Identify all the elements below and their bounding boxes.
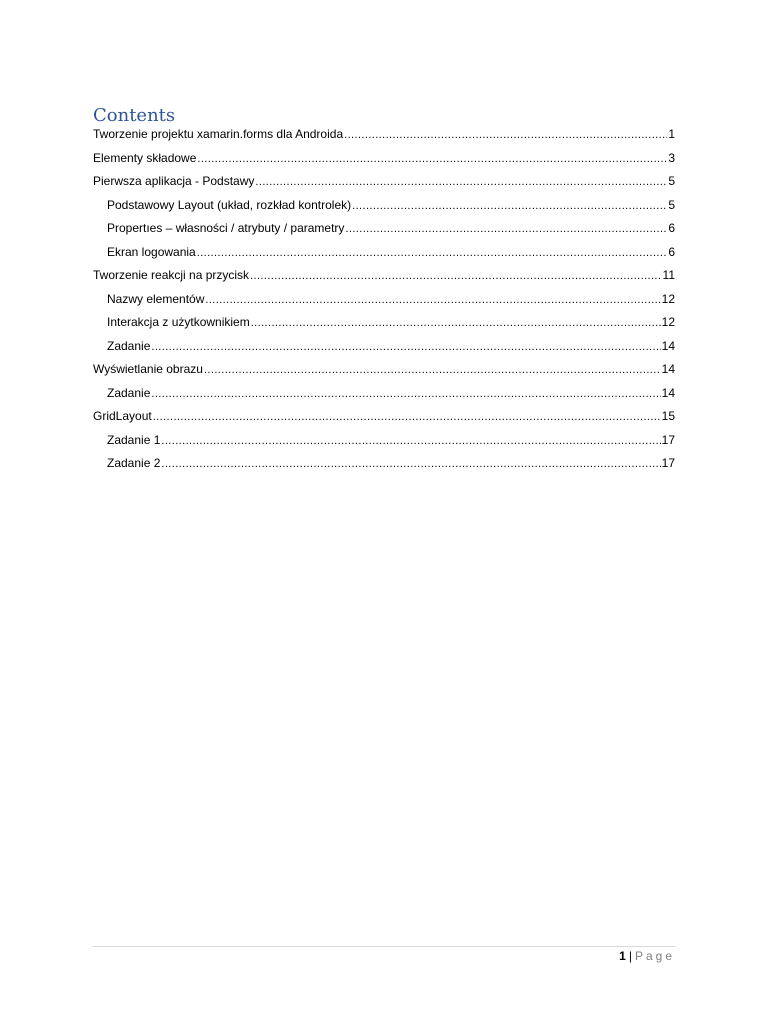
footer-page-word: Page xyxy=(634,949,675,963)
toc-entry-label: Podstawowy Layout (układ, rozkład kontrolek) xyxy=(107,197,352,212)
toc-entry[interactable] xyxy=(93,244,675,268)
footer-separator: | xyxy=(628,949,632,963)
toc-entry[interactable] xyxy=(93,267,675,291)
toc-entry[interactable] xyxy=(93,126,675,150)
toc-dot-leader xyxy=(204,361,661,373)
toc-dot-leader xyxy=(251,314,661,326)
toc-entry-label: GridLayout xyxy=(93,409,152,423)
toc-dot-leader xyxy=(250,267,661,279)
toc-entry-page: 1 xyxy=(668,127,675,141)
toc-entry-page: 6 xyxy=(668,221,675,235)
toc-entry[interactable] xyxy=(93,385,675,409)
toc-dot-leader xyxy=(344,126,667,138)
toc-dot-leader xyxy=(205,291,660,303)
toc-dot-leader xyxy=(197,244,668,256)
toc-entry[interactable] xyxy=(93,314,675,338)
table-of-contents xyxy=(93,126,675,479)
toc-entry-label: Wyświetlanie obrazu xyxy=(93,362,203,376)
toc-entry[interactable] xyxy=(93,408,675,432)
toc-entry[interactable] xyxy=(93,173,675,197)
toc-dot-leader xyxy=(352,197,667,209)
toc-entry-label: Zadanie 2 xyxy=(107,456,161,470)
toc-entry-label: Zadanie 1 xyxy=(107,432,161,447)
page-footer xyxy=(619,947,675,965)
toc-dot-leader xyxy=(151,385,660,397)
toc-entry[interactable] xyxy=(93,220,675,244)
toc-dot-leader xyxy=(153,408,661,420)
toc-entry-page: 14 xyxy=(661,385,675,400)
toc-dot-leader xyxy=(255,173,667,185)
toc-entry[interactable] xyxy=(93,361,675,385)
toc-entry-page: 17 xyxy=(661,456,675,470)
toc-entry-label: Nazwy elementów xyxy=(107,291,205,306)
toc-entry[interactable] xyxy=(93,197,675,221)
toc-entry-page: 5 xyxy=(668,197,675,212)
toc-entry-label: Zadanie xyxy=(107,338,151,353)
toc-entry-page: 12 xyxy=(661,315,675,329)
toc-entry-page: 15 xyxy=(661,409,675,423)
toc-entry-page: 14 xyxy=(661,338,675,353)
toc-dot-leader xyxy=(161,432,660,444)
toc-entry[interactable] xyxy=(93,432,675,456)
toc-entry-label: Pierwsza aplikacja - Podstawy xyxy=(93,174,255,188)
toc-entry[interactable] xyxy=(93,150,675,174)
toc-entry-page: 14 xyxy=(661,362,675,376)
toc-entry-label: Zadanie xyxy=(107,385,151,400)
toc-entry-page: 6 xyxy=(668,244,675,259)
toc-dot-leader xyxy=(345,220,667,232)
toc-entry-label: Interakcja z użytkownikiem xyxy=(107,315,250,329)
toc-entry-page: 12 xyxy=(661,291,675,306)
toc-entry-label: Tworzenie reakcji na przycisk xyxy=(93,268,250,282)
toc-entry-label: Propertıes – własności / atrybuty / parametry xyxy=(107,221,345,235)
toc-entry[interactable] xyxy=(93,455,675,479)
footer-divider xyxy=(93,946,675,947)
toc-entry-label: Elementy składowe xyxy=(93,150,197,165)
toc-entry-label: Ekran logowania xyxy=(107,244,196,259)
toc-entry-page: 5 xyxy=(668,174,675,188)
toc-title: Contents xyxy=(93,105,176,126)
toc-entry[interactable] xyxy=(93,338,675,362)
toc-entry-page: 11 xyxy=(662,268,675,282)
toc-dot-leader xyxy=(151,338,660,350)
toc-entry-page: 3 xyxy=(668,150,675,165)
toc-entry-label: Tworzenie projektu xamarin.forms dla Androida xyxy=(93,127,344,141)
toc-entry-page: 17 xyxy=(661,432,675,447)
toc-dot-leader xyxy=(161,455,660,467)
footer-page-number: 1 xyxy=(619,949,626,963)
toc-dot-leader xyxy=(197,150,667,162)
toc-entry[interactable] xyxy=(93,291,675,315)
